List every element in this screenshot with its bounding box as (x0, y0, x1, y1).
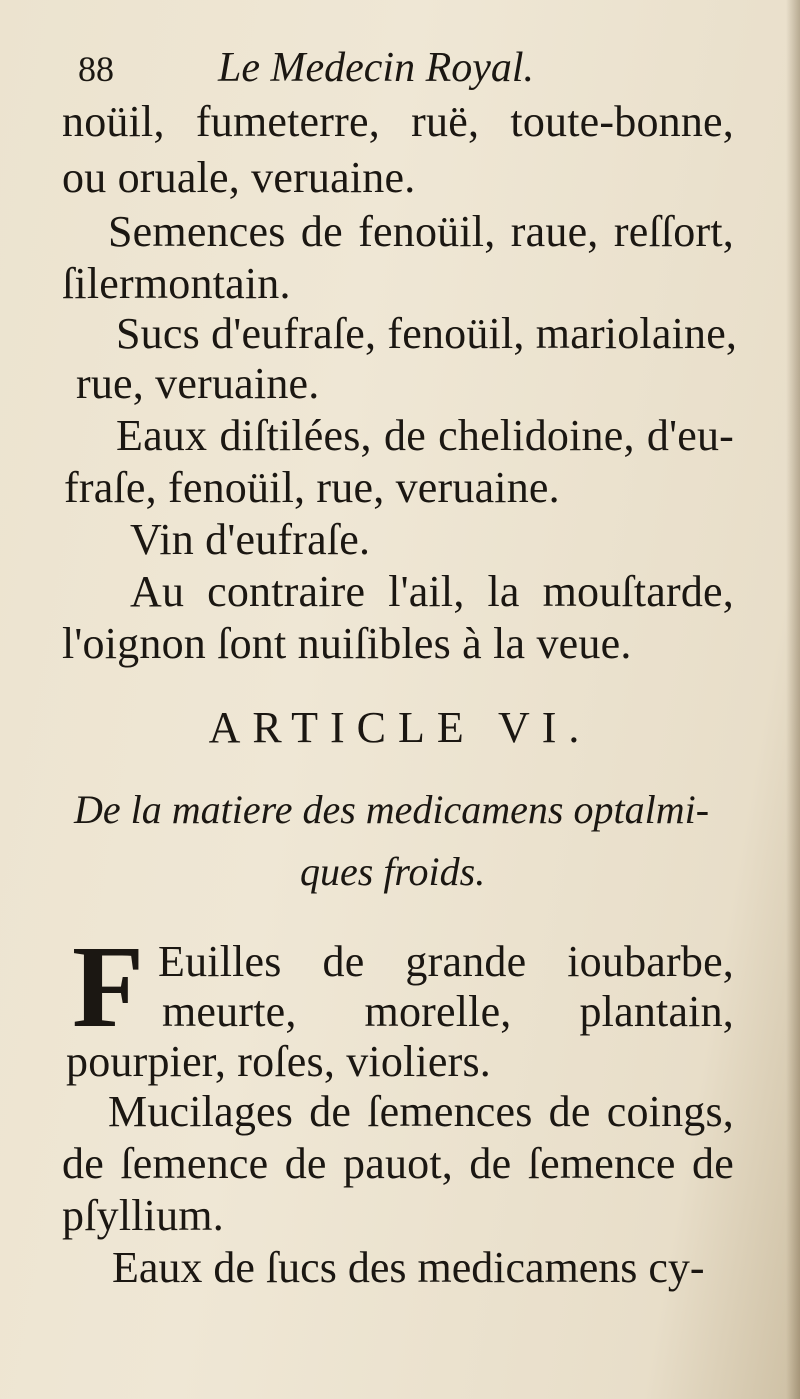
running-head (78, 44, 718, 91)
text-line: ou oruale, veruaine. (62, 153, 416, 202)
text-line: Sucs d'eufraſe, fenoüil, mariolaine, (116, 309, 738, 358)
article-heading: ARTICLE VI. (208, 703, 592, 752)
text-line: Vin d'eufraſe. (130, 515, 371, 564)
text-line: meurte, morelle, plantain, (162, 987, 734, 1036)
text-line: fraſe, fenoüil, rue, veruaine. (64, 463, 560, 512)
text-line: ſilermontain. (62, 259, 291, 308)
text-line: Mucilages de ſemences de coings, (108, 1087, 734, 1136)
page-number: 88 (78, 49, 114, 89)
text-line: Eaux de ſucs des medicamens cy- (112, 1243, 705, 1292)
text-line: Au contraire l'ail, la mouſtarde, (130, 567, 734, 616)
drop-cap: F (72, 921, 145, 1052)
running-title: Le Medecin Royal. (218, 45, 535, 91)
text-line: l'oignon ſont nuiſibles à la veue. (62, 619, 632, 668)
text-line: pſyllium. (62, 1191, 224, 1240)
page-edge-shadow (786, 0, 800, 1399)
text-line: noüil, fumeterre, ruë, toute-bonne, (62, 97, 734, 146)
text-line: Semences de fenoüil, raue, reſſort, (108, 207, 734, 256)
text-line: de ſemence de pauot, de ſemence de (62, 1139, 734, 1188)
text-line: rue, veruaine. (76, 359, 320, 408)
article-subtitle-line: De la matiere des medicamens optalmi- (74, 787, 710, 832)
text-line: Eaux diſtilées, de chelidoine, d'eu- (116, 411, 734, 460)
article-subtitle-line: ques froids. (300, 849, 486, 894)
text-line: pourpier, roſes, violiers. (66, 1037, 492, 1086)
text-line: Euilles de grande ioubarbe, (158, 937, 734, 986)
